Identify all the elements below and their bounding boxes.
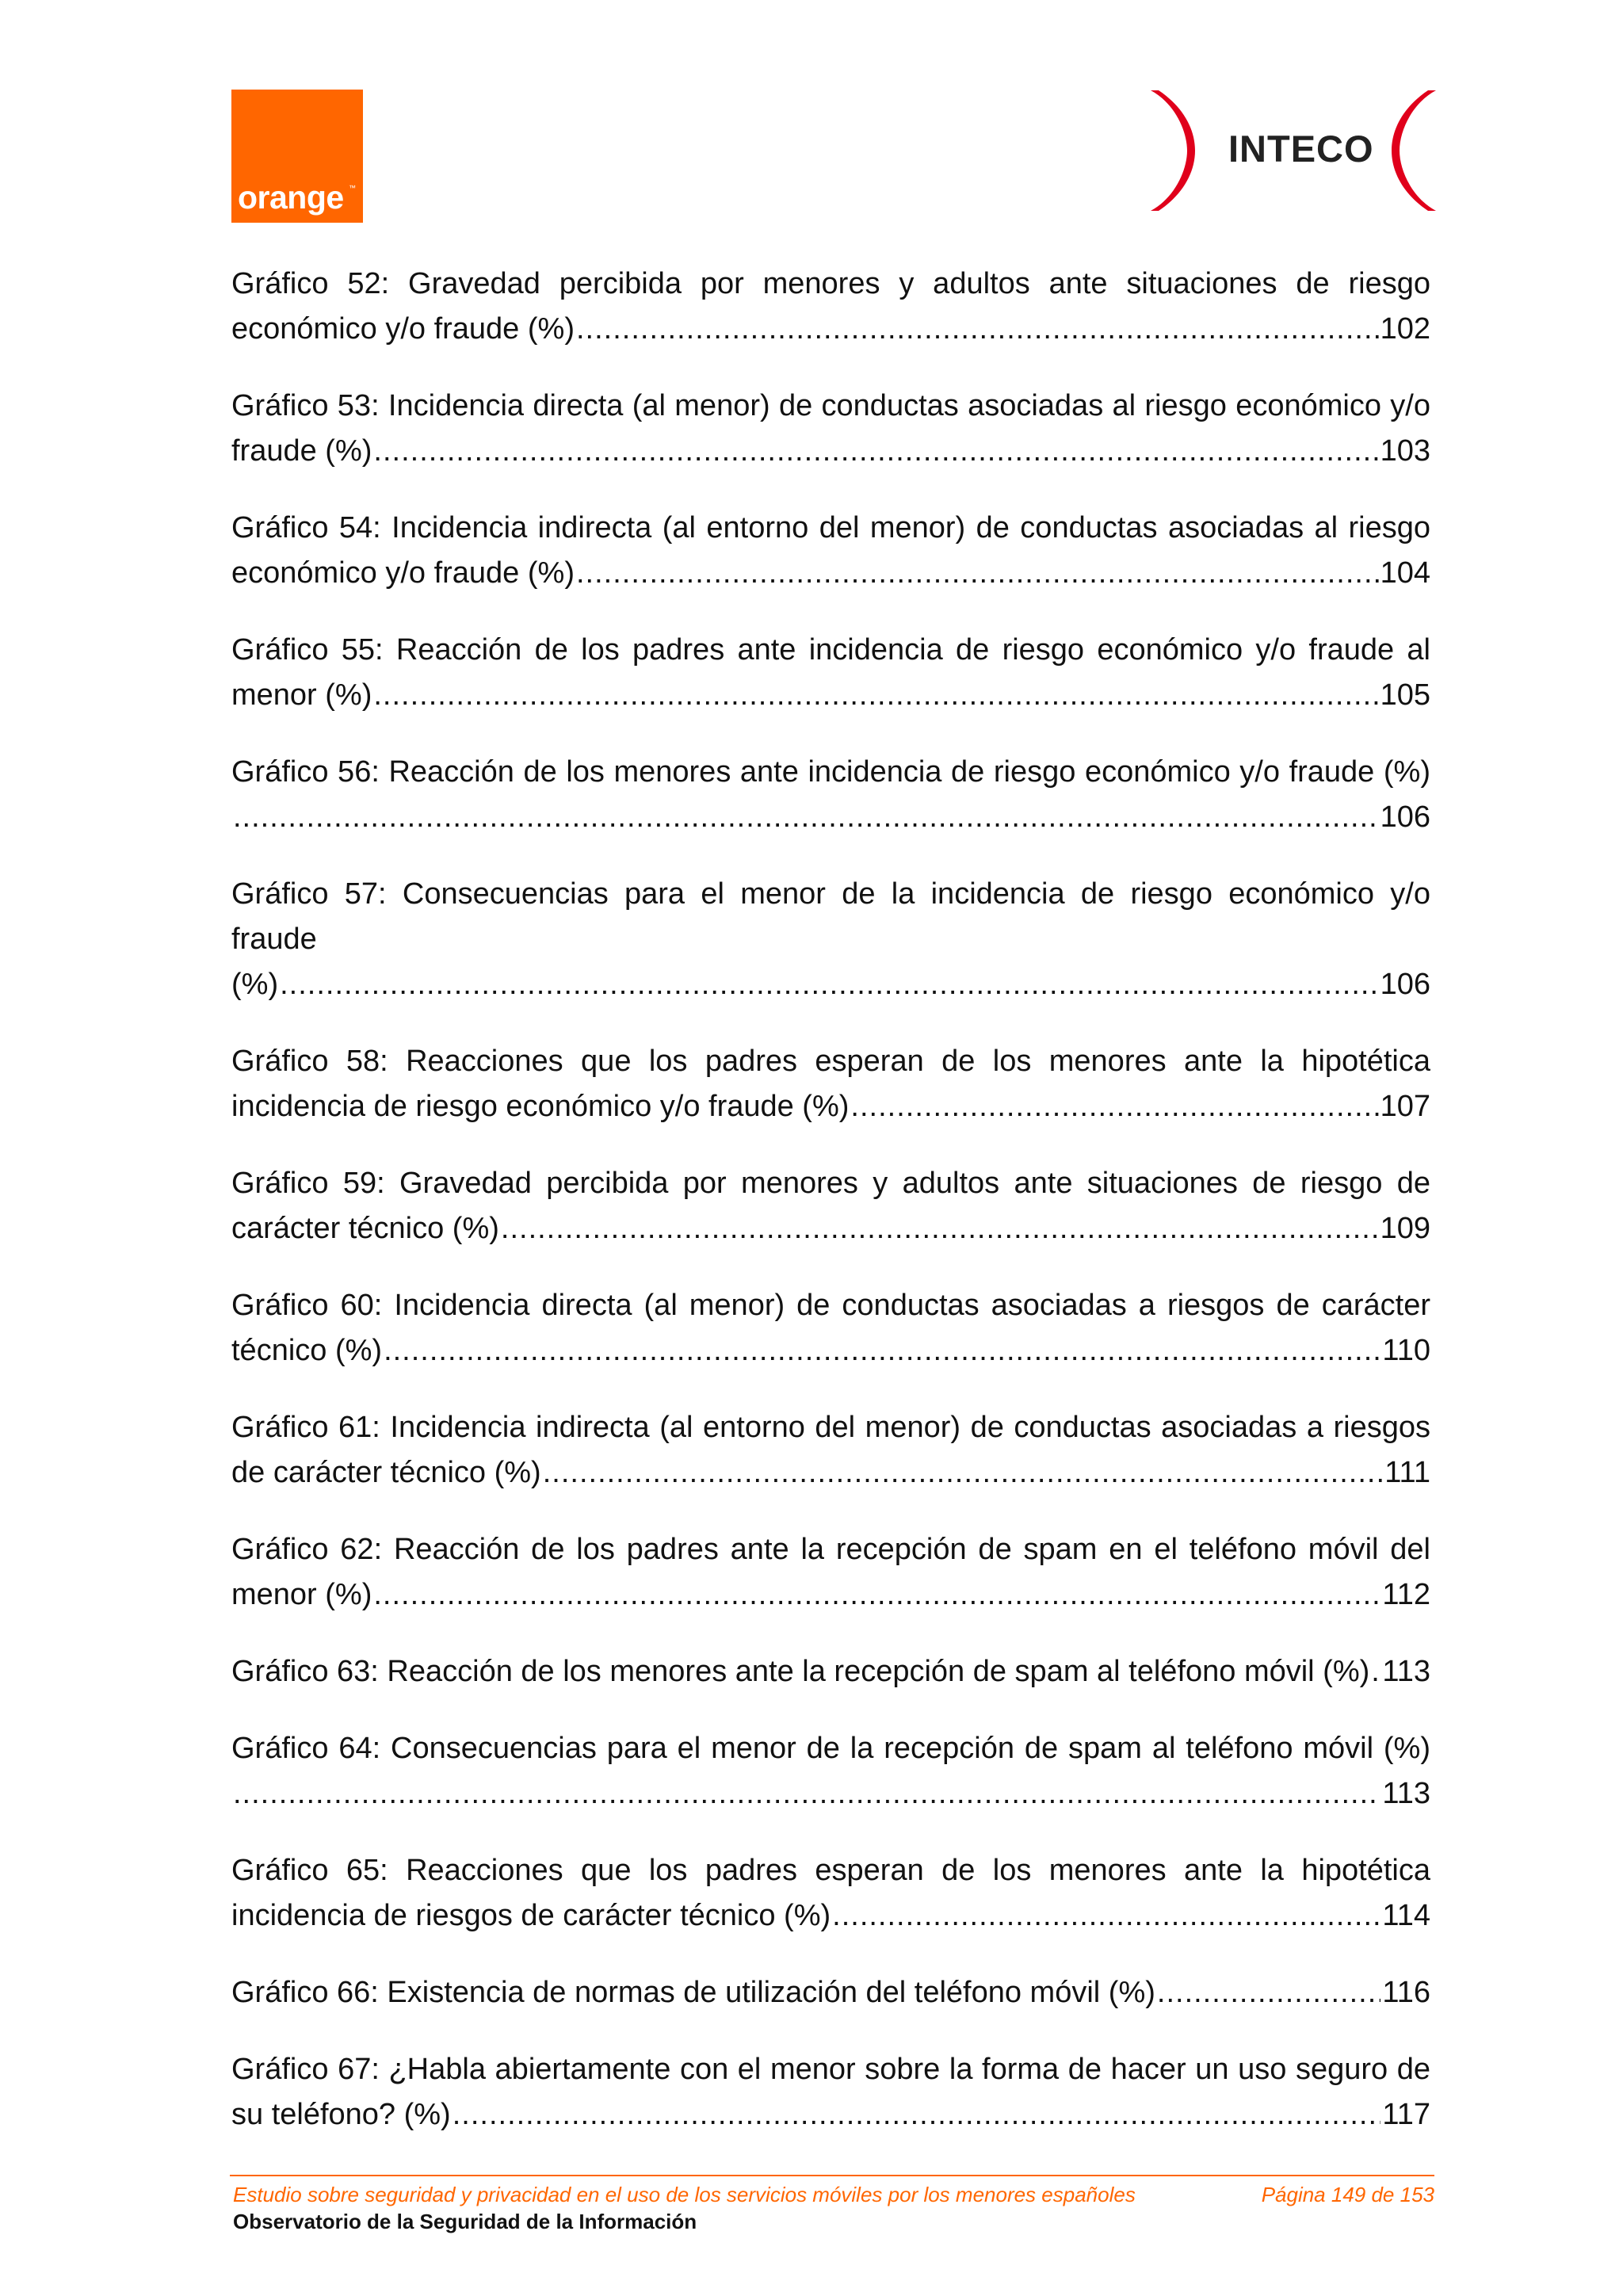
toc-entry-leader-line bbox=[231, 1572, 1430, 1618]
footer-study-title: Estudio sobre seguridad y privacidad en el uso de los servicios móviles por los menores españoles bbox=[233, 2183, 1136, 2206]
toc-page-number: 112 bbox=[1382, 1578, 1430, 1611]
toc-entry-title-line: Gráfico 61: Incidencia indirecta (al entorno del menor) de conductas asociadas a riesgos bbox=[231, 1411, 1430, 1444]
toc-dot-leader bbox=[850, 1084, 1378, 1129]
toc-entry-leader-line bbox=[231, 1084, 1430, 1129]
toc-entry[interactable] bbox=[231, 628, 1430, 718]
toc-dot-leader bbox=[501, 1206, 1379, 1251]
toc-entry[interactable] bbox=[231, 2047, 1430, 2137]
toc-entry-title-continuation: económico y/o fraude (%) bbox=[231, 312, 575, 346]
toc-dot-leader bbox=[576, 551, 1379, 596]
orange-logo-tm: ™ bbox=[349, 184, 356, 192]
toc-entry-leader-line bbox=[231, 673, 1430, 718]
toc-dot-leader bbox=[1157, 1970, 1381, 2015]
inteco-logo-text: INTECO bbox=[1228, 128, 1374, 170]
toc-dot-leader bbox=[373, 673, 1378, 718]
toc-page-number: 116 bbox=[1382, 1976, 1430, 2009]
toc-dot-leader bbox=[373, 1572, 1381, 1618]
footer-divider bbox=[230, 2175, 1434, 2176]
toc-entry[interactable] bbox=[231, 1161, 1430, 1251]
footer-observatory: Observatorio de la Seguridad de la Información bbox=[233, 2210, 697, 2233]
toc-entry-leader-line bbox=[231, 1771, 1430, 1817]
toc-entry-title-line: Gráfico 65: Reacciones que los padres esperan de los menores ante la hipotética bbox=[231, 1854, 1430, 1887]
toc-entry-title-continuation: carácter técnico (%) bbox=[231, 1212, 499, 1245]
toc-page-number: 105 bbox=[1380, 678, 1430, 712]
toc-entry[interactable] bbox=[231, 1039, 1430, 1129]
footer-top-line bbox=[233, 2183, 1434, 2207]
toc-dot-leader bbox=[832, 1893, 1381, 1939]
toc-dot-leader bbox=[453, 2092, 1381, 2137]
toc-entry-title-continuation: técnico (%) bbox=[231, 1334, 383, 1367]
toc-page-number: 106 bbox=[1380, 968, 1430, 1001]
toc-entry[interactable] bbox=[231, 1527, 1430, 1618]
toc-entry-title-continuation: menor (%) bbox=[231, 678, 372, 712]
toc-entry-title-continuation: Gráfico 66: Existencia de normas de utilización del teléfono móvil (%) bbox=[231, 1976, 1155, 2009]
toc-page-number: 109 bbox=[1380, 1212, 1430, 1245]
toc-entry[interactable] bbox=[231, 1726, 1430, 1817]
toc-page-number: 110 bbox=[1382, 1334, 1430, 1367]
toc-entry-leader-line bbox=[231, 1893, 1430, 1939]
toc-entry-title-continuation: menor (%) bbox=[231, 1578, 372, 1611]
toc-entry-title-line: Gráfico 67: ¿Habla abiertamente con el menor sobre la forma de hacer un uso seguro de bbox=[231, 2053, 1430, 2086]
toc-entry-leader-line bbox=[231, 551, 1430, 596]
toc-entry-title-continuation: su teléfono? (%) bbox=[231, 2098, 451, 2131]
toc-entry-title-continuation: (%) bbox=[231, 968, 279, 1001]
toc-entry[interactable] bbox=[231, 384, 1430, 474]
toc-dot-leader bbox=[1371, 1649, 1381, 1694]
toc-entry-title-line: Gráfico 56: Reacción de los menores ante incidencia de riesgo económico y/o fraude (%) bbox=[231, 755, 1430, 789]
toc-entry-title-line: Gráfico 60: Incidencia directa (al menor) de conductas asociadas a riesgos de carácter bbox=[231, 1289, 1430, 1322]
toc-entry-title-line: Gráfico 59: Gravedad percibida por menores y adultos ante situaciones de riesgo de bbox=[231, 1167, 1430, 1200]
toc-entry[interactable] bbox=[231, 750, 1430, 840]
toc-dot-leader bbox=[576, 307, 1379, 352]
toc-entry-leader-line bbox=[231, 962, 1430, 1007]
orange-logo-text: orange bbox=[238, 179, 344, 216]
toc-entry-title-continuation: incidencia de riesgos de carácter técnico (%) bbox=[231, 1899, 831, 1932]
figure-index bbox=[231, 262, 1430, 2137]
toc-entry[interactable] bbox=[231, 1970, 1430, 2015]
toc-entry-leader-line bbox=[231, 1206, 1430, 1251]
toc-entry[interactable] bbox=[231, 506, 1430, 596]
toc-entry-title-line: Gráfico 64: Consecuencias para el menor de la recepción de spam al teléfono móvil (%) bbox=[231, 1732, 1430, 1765]
toc-entry[interactable] bbox=[231, 1848, 1430, 1939]
toc-entry-title-continuation: económico y/o fraude (%) bbox=[231, 556, 575, 590]
toc-entry-leader-line bbox=[231, 1328, 1430, 1373]
inteco-logo bbox=[1151, 87, 1436, 214]
toc-entry-leader-line bbox=[231, 2092, 1430, 2137]
toc-page-number: 102 bbox=[1380, 312, 1430, 346]
toc-entry-title-line: Gráfico 52: Gravedad percibida por menores y adultos ante situaciones de riesgo bbox=[231, 267, 1430, 300]
toc-page-number: 107 bbox=[1380, 1090, 1430, 1123]
toc-entry[interactable] bbox=[231, 262, 1430, 352]
toc-entry[interactable] bbox=[231, 1283, 1430, 1373]
toc-entry-title-continuation: de carácter técnico (%) bbox=[231, 1456, 541, 1489]
footer-page-number: Página 149 de 153 bbox=[1261, 2183, 1434, 2206]
toc-entry-leader-line bbox=[231, 307, 1430, 352]
toc-dot-leader bbox=[543, 1450, 1384, 1496]
toc-entry[interactable] bbox=[231, 872, 1430, 1007]
toc-dot-leader bbox=[373, 429, 1378, 474]
toc-page-number: 117 bbox=[1382, 2098, 1430, 2131]
toc-entry-title-line: Gráfico 53: Incidencia directa (al menor) de conductas asociadas al riesgo económico y/o bbox=[231, 389, 1430, 422]
toc-entry[interactable] bbox=[231, 1649, 1430, 1694]
toc-entry-title-line: Gráfico 54: Incidencia indirecta (al entorno del menor) de conductas asociadas al riesgo bbox=[231, 511, 1430, 544]
toc-entry-leader-line bbox=[231, 1450, 1430, 1496]
toc-entry-leader-line bbox=[231, 1970, 1430, 2015]
toc-entry-title-continuation: incidencia de riesgo económico y/o fraude (%) bbox=[231, 1090, 850, 1123]
toc-page-number: 114 bbox=[1382, 1899, 1430, 1932]
toc-entry-title-line: Gráfico 55: Reacción de los padres ante incidencia de riesgo económico y/o fraude al bbox=[231, 633, 1430, 667]
toc-page-number: 104 bbox=[1380, 556, 1430, 590]
toc-dot-leader bbox=[233, 795, 1379, 840]
orange-logo bbox=[231, 90, 363, 223]
toc-page-number: 113 bbox=[1382, 1777, 1430, 1810]
toc-entry-title-line: Gráfico 57: Consecuencias para el menor de la incidencia de riesgo económico y/o fraude bbox=[231, 877, 1430, 956]
toc-entry-leader-line bbox=[231, 429, 1430, 474]
toc-page-number: 106 bbox=[1380, 800, 1430, 834]
toc-dot-leader bbox=[233, 1771, 1381, 1817]
toc-entry-title-continuation: Gráfico 63: Reacción de los menores ante la recepción de spam al teléfono móvil (%) bbox=[231, 1655, 1370, 1688]
toc-entry-title-continuation: fraude (%) bbox=[231, 434, 372, 468]
toc-page-number: 113 bbox=[1382, 1655, 1430, 1688]
toc-entry[interactable] bbox=[231, 1405, 1430, 1496]
toc-dot-leader bbox=[384, 1328, 1381, 1373]
toc-dot-leader bbox=[280, 962, 1378, 1007]
toc-entry-title-line: Gráfico 58: Reacciones que los padres esperan de los menores ante la hipotética bbox=[231, 1045, 1430, 1078]
toc-entry-leader-line bbox=[231, 1649, 1430, 1694]
toc-page-number: 103 bbox=[1380, 434, 1430, 468]
toc-page-number: 111 bbox=[1384, 1456, 1430, 1489]
toc-entry-leader-line bbox=[231, 795, 1430, 840]
toc-entry-title-line: Gráfico 62: Reacción de los padres ante la recepción de spam en el teléfono móvil del bbox=[231, 1533, 1430, 1566]
